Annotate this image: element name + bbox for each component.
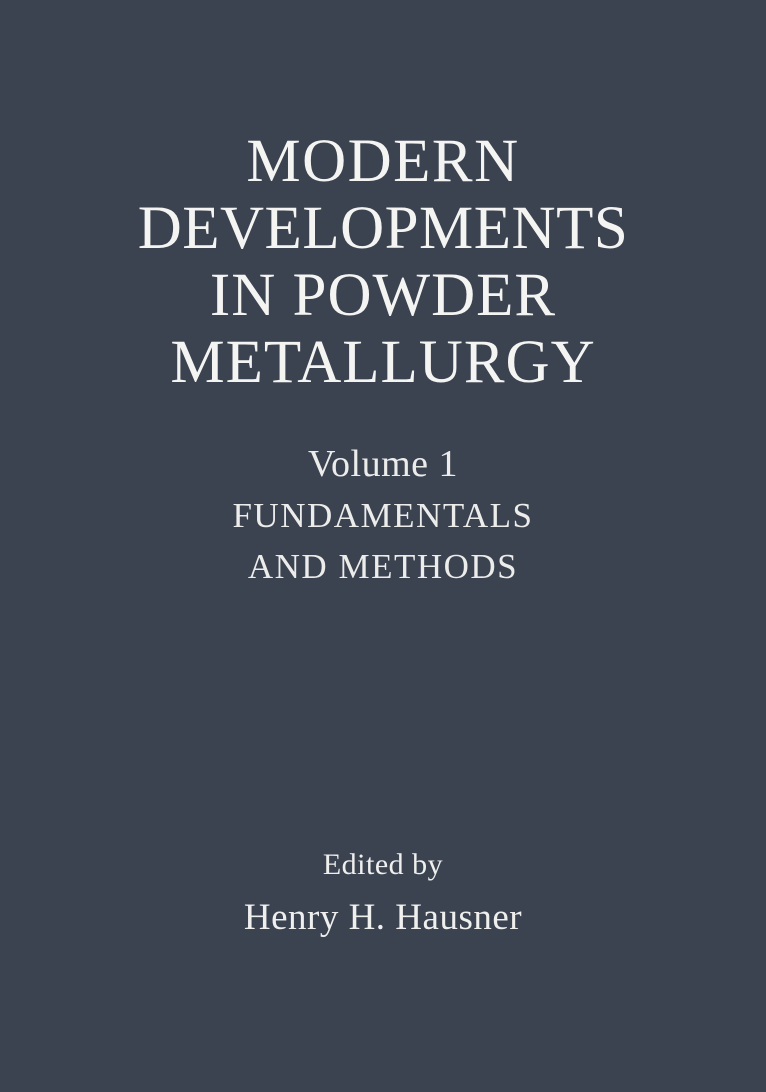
editor-name: Henry H. Hausner <box>243 897 523 938</box>
editor-credit <box>0 848 766 939</box>
subtitle-line-1: FUNDAMENTALS <box>232 495 534 535</box>
title-line-4: METALLURGY <box>170 329 596 397</box>
title-line-2: DEVELOPMENTS <box>137 195 629 263</box>
edited-by-label: Edited by <box>322 848 444 881</box>
title-line-1: MODERN <box>246 128 520 195</box>
book-subtitle <box>63 442 703 590</box>
subtitle-line-2: AND METHODS <box>247 547 519 587</box>
title-line-3: IN POWDER <box>209 262 557 330</box>
volume-label: Volume 1 <box>307 443 459 486</box>
book-title <box>63 128 703 396</box>
